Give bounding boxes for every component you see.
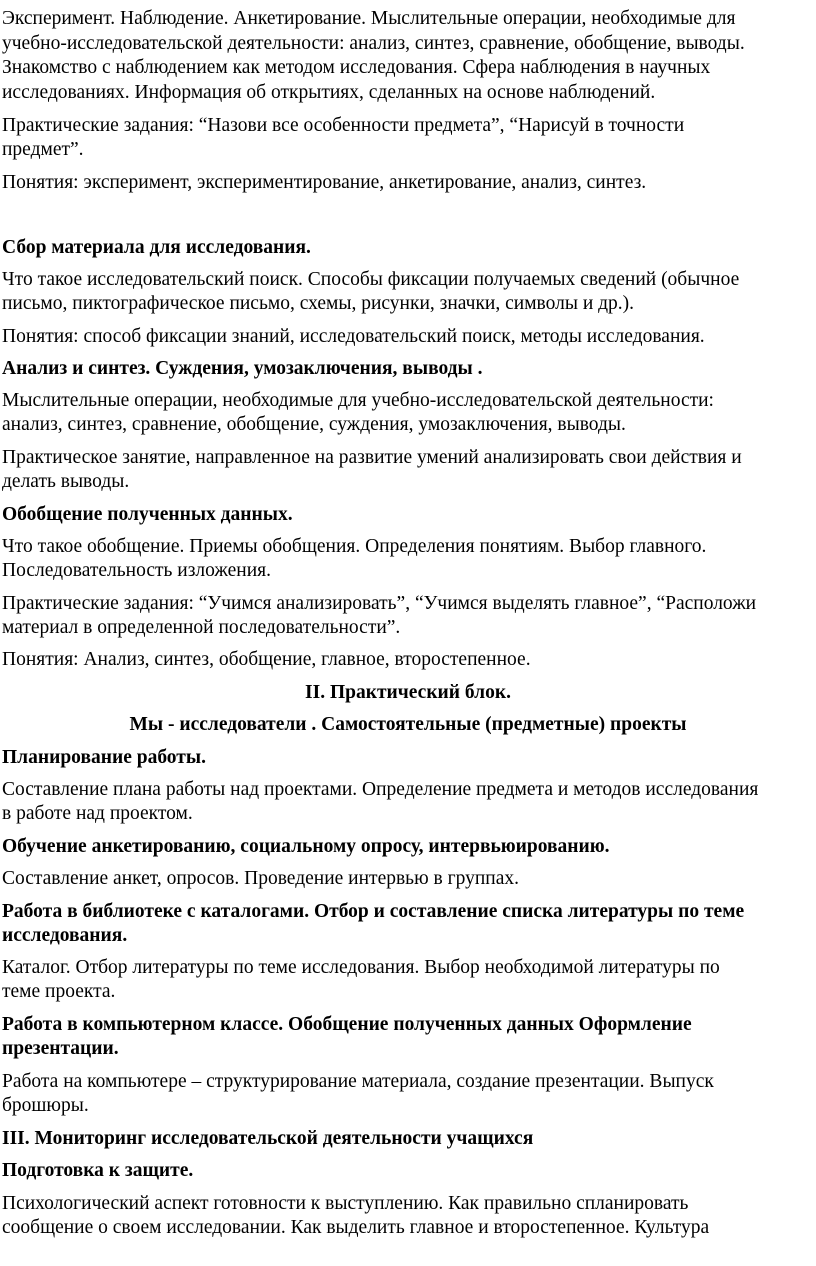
body-text-line: Практическое занятие, направленное на развитие умений анализировать свои действия и [2,447,742,468]
body-text-line: Составление плана работы над проектами. Определение предмета и методов исследования [2,779,759,800]
body-text-line: Последовательность изложения. [2,560,272,581]
body-text-line: Понятия: эксперимент, экспериментирование, анкетирование, анализ, синтез. [2,172,647,193]
body-text-line: в работе над проектом. [2,803,193,824]
body-text-line: Психологический аспект готовности к выступлению. Как правильно спланировать [2,1193,689,1214]
body-text-line: делать выводы. [2,471,130,492]
heading-line: Обучение анкетированию, социальному опросу, интервьюированию. [2,836,610,857]
body-text-line: Составление анкет, опросов. Проведение интервью в группах. [2,868,519,889]
body-text-line: Что такое исследовательский поиск. Способы фиксации получаемых сведений (обычное [2,269,740,290]
body-text-line: Знакомство с наблюдением как методом исследования. Сфера наблюдения в научных [2,57,711,78]
heading-line: Мы - исследователи . Самостоятельные (предметные) проекты [129,714,687,735]
heading-line: Обобщение полученных данных. [2,504,293,525]
heading-line: Сбор материала для исследования. [2,237,311,258]
body-text-line: сообщение о своем исследовании. Как выделить главное и второстепенное. Культура [2,1217,710,1238]
heading-line: исследования. [2,925,128,946]
body-text-line: Практические задания: “Назови все особенности предмета”, “Нарисуй в точности [2,115,685,136]
body-text-line: исследованиях. Информация об открытиях, сделанных на основе наблюдений. [2,82,656,103]
body-text-line: Практические задания: “Учимся анализировать”, “Учимся выделять главное”, “Расположи [2,593,757,614]
body-text-line: Каталог. Отбор литературы по теме исследования. Выбор необходимой литературы по [2,957,720,978]
heading-line: Работа в библиотеке с каталогами. Отбор и составление списка литературы по теме [2,901,745,922]
body-text-line: Эксперимент. Наблюдение. Анкетирование. Мыслительные операции, необходимые для [2,8,736,29]
body-text-line: письмо, пиктографическое письмо, схемы, рисунки, значки, символы и др.). [2,293,635,314]
body-text-line: Мыслительные операции, необходимые для учебно-исследовательской деятельности: [2,390,714,411]
body-text-line: теме проекта. [2,981,116,1002]
body-text-line: предмет”. [2,139,84,160]
heading-line: презентации. [2,1038,119,1059]
body-text-line: анализ, синтез, сравнение, обобщение, суждения, умозаключения, выводы. [2,414,626,435]
body-text-line: Что такое обобщение. Приемы обобщения. Определения понятиям. Выбор главного. [2,536,707,557]
body-text-line: брошюры. [2,1095,89,1116]
heading-line: Подготовка к защите. [2,1160,194,1181]
heading-line: Анализ и синтез. Суждения, умозаключения, выводы . [2,358,483,379]
body-text-line: учебно-исследовательской деятельности: анализ, синтез, сравнение, обобщение, выводы. [2,33,745,54]
body-text-line: материал в определенной последовательности”. [2,617,401,638]
heading-line: Работа в компьютерном классе. Обобщение полученных данных Оформление [2,1014,692,1035]
heading-line: II. Практический блок. [305,682,511,703]
heading-line: III. Мониторинг исследовательской деятельности учащихся [2,1128,534,1149]
body-text-line: Понятия: способ фиксации знаний, исследовательский поиск, методы исследования. [2,326,705,347]
body-text-line: Понятия: Анализ, синтез, обобщение, главное, второстепенное. [2,649,531,670]
heading-line: Планирование работы. [2,747,206,768]
body-text-line: Работа на компьютере – структурирование материала, создание презентации. Выпуск [2,1071,714,1092]
